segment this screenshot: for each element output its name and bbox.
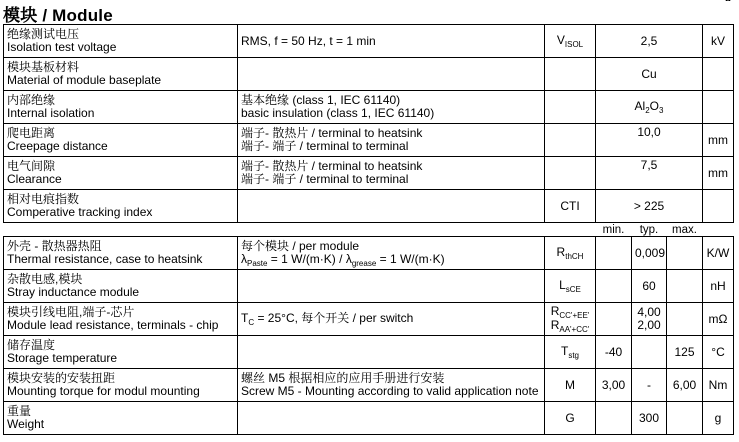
symbol-cell bbox=[545, 25, 596, 58]
param-cn: 相对电痕指数 bbox=[7, 192, 80, 206]
unit-text: mm bbox=[708, 132, 729, 147]
symbol-cell bbox=[545, 336, 596, 369]
condition-cell bbox=[238, 270, 545, 303]
condition-cell bbox=[238, 58, 545, 91]
condition-line2: Screw M5 - Mounting according to valid application note bbox=[241, 384, 539, 398]
symbol-main: R bbox=[556, 245, 566, 259]
unit-text: mΩ bbox=[708, 311, 728, 326]
condition-cell bbox=[238, 402, 545, 435]
table-row bbox=[4, 336, 734, 369]
unit-cell bbox=[703, 157, 734, 190]
condition-line2: basic insulation (class 1, IEC 61140) bbox=[241, 106, 435, 120]
condition-line1: 基本绝缘 (class 1, IEC 61140) bbox=[241, 93, 401, 107]
max-cell bbox=[667, 303, 703, 336]
condition-cell bbox=[238, 124, 545, 157]
value-sub: 3 bbox=[659, 106, 664, 115]
typ-cell bbox=[632, 402, 667, 435]
value-mid: O bbox=[649, 99, 660, 113]
typ-cell bbox=[632, 237, 667, 270]
symbol-main: L bbox=[559, 278, 566, 292]
table-row bbox=[4, 369, 734, 402]
param-en: Module lead resistance, terminals - chip bbox=[7, 318, 219, 332]
condition-cell bbox=[238, 369, 545, 402]
param-cn: 重量 bbox=[7, 404, 32, 418]
table-row bbox=[4, 91, 734, 124]
symbol-cell bbox=[545, 402, 596, 435]
condition-text: RMS, f = 50 Hz, t = 1 min bbox=[241, 33, 376, 48]
param-cell bbox=[4, 237, 238, 270]
table-row bbox=[4, 190, 734, 223]
unit-text: mm bbox=[708, 165, 729, 180]
condition-line2: 端子- 端子 / terminal to terminal bbox=[241, 139, 409, 153]
param-cn: 杂散电感,模块 bbox=[7, 272, 83, 286]
min-cell bbox=[596, 369, 632, 402]
param-en: Creepage distance bbox=[7, 139, 108, 153]
max-cell bbox=[667, 237, 703, 270]
col-header-min: min. bbox=[596, 223, 632, 237]
typ-value: 60 bbox=[642, 278, 656, 293]
table-row bbox=[4, 157, 734, 190]
min-value: -40 bbox=[604, 344, 623, 359]
symbol-line2: $R_{AA'+CC'}$ bbox=[550, 318, 590, 334]
condition-cell bbox=[238, 190, 545, 223]
symbol-cell bbox=[545, 157, 596, 190]
param-cell bbox=[4, 25, 238, 58]
param-cn: 外壳 - 散热器热阻 bbox=[7, 239, 102, 253]
unit-cell bbox=[703, 91, 734, 124]
symbol-cell bbox=[545, 58, 596, 91]
param-en: Clearance bbox=[7, 172, 62, 186]
param-en: Mounting torque for modul mounting bbox=[7, 384, 200, 398]
col-header-max: max. bbox=[667, 223, 703, 237]
condition-text: T bbox=[241, 311, 249, 325]
param-en: Internal isolation bbox=[7, 106, 95, 120]
param-cell bbox=[4, 270, 238, 303]
unit-text: g bbox=[714, 410, 722, 425]
max-cell bbox=[667, 369, 703, 402]
symbol-sub: ISOL bbox=[564, 40, 584, 49]
value-text: > 225 bbox=[633, 198, 665, 213]
min-cell bbox=[596, 303, 632, 336]
typ-value: 300 bbox=[638, 410, 660, 425]
symbol-cell bbox=[545, 190, 596, 223]
condition-cell bbox=[238, 25, 545, 58]
typ-cell bbox=[632, 369, 667, 402]
param-en: Stray inductance module bbox=[7, 285, 140, 299]
value-cell bbox=[596, 157, 703, 190]
unit-text: kV bbox=[711, 33, 726, 48]
param-cell bbox=[4, 369, 238, 402]
param-en: Comperative tracking index bbox=[7, 205, 153, 219]
param-cn: 绝缘测试电压 bbox=[7, 27, 80, 41]
min-cell bbox=[596, 237, 632, 270]
param-en: Weight bbox=[7, 417, 45, 431]
unit-cell bbox=[703, 270, 734, 303]
unit-cell bbox=[703, 303, 734, 336]
condition-line1: 螺丝 M5 根据相应的应用手册进行安装 bbox=[241, 371, 445, 385]
symbol-cell bbox=[545, 369, 596, 402]
min-cell bbox=[596, 270, 632, 303]
unit-cell bbox=[703, 190, 734, 223]
max-value: 125 bbox=[674, 344, 695, 359]
unit-text: nH bbox=[710, 278, 726, 293]
table-row bbox=[4, 25, 734, 58]
value-cell bbox=[596, 91, 703, 124]
param-en: Thermal resistance, case to heatsink bbox=[7, 252, 203, 266]
table-row bbox=[4, 58, 734, 91]
param-cn: 储存温度 bbox=[7, 338, 56, 352]
condition-cell: $T_C = 25^\circ C$, 每个开关 / per switch bbox=[238, 303, 545, 336]
min-cell bbox=[596, 402, 632, 435]
param-cell bbox=[4, 91, 238, 124]
typ-value: - bbox=[647, 377, 651, 392]
unit-text: K/W bbox=[706, 245, 730, 260]
condition-line1: 端子- 散热片 / terminal to heatsink bbox=[241, 159, 423, 173]
value-text: 7,5 bbox=[640, 158, 658, 172]
param-cn: 电气间隙 bbox=[7, 159, 56, 173]
param-cn: 内部绝缘 bbox=[7, 93, 56, 107]
value-text: 2,5 bbox=[640, 33, 658, 48]
symbol-cell bbox=[545, 303, 596, 336]
unit-cell bbox=[703, 58, 734, 91]
symbol-main: V bbox=[556, 33, 565, 47]
unit-cell bbox=[703, 237, 734, 270]
col-header-typ: typ. bbox=[632, 223, 667, 237]
symbol-main: M bbox=[565, 377, 575, 392]
param-cell bbox=[4, 336, 238, 369]
min-typ-max-header bbox=[4, 223, 734, 237]
param-cell bbox=[4, 124, 238, 157]
param-cell bbox=[4, 402, 238, 435]
symbol-cell bbox=[545, 91, 596, 124]
min-value: 3,00 bbox=[601, 377, 626, 392]
symbol-main: G bbox=[565, 410, 575, 425]
param-en: Material of module baseplate bbox=[7, 73, 162, 87]
param-cell bbox=[4, 157, 238, 190]
param-cell bbox=[4, 58, 238, 91]
param-en: Isolation test voltage bbox=[7, 40, 117, 54]
symbol-cell bbox=[545, 237, 596, 270]
symbol-sub: thCH bbox=[565, 252, 584, 261]
unit-text: Nm bbox=[708, 377, 728, 392]
param-cn: 模块引线电阻,端子-芯片 bbox=[7, 305, 135, 319]
max-cell bbox=[667, 336, 703, 369]
table-row bbox=[4, 124, 734, 157]
unit-cell bbox=[703, 336, 734, 369]
unit-cell bbox=[703, 402, 734, 435]
condition-line2: $\lambda_{Paste} = 1$ $W/(m\cdot K) / \lambda_{grease} = 1$ W/(m·K) bbox=[241, 251, 445, 268]
unit-cell bbox=[703, 369, 734, 402]
typ-value: 0,009 bbox=[635, 245, 666, 260]
section-title: 模块 / Module bbox=[3, 6, 113, 25]
max-cell bbox=[667, 270, 703, 303]
symbol-cell bbox=[545, 270, 596, 303]
symbol-main: CTI bbox=[560, 198, 580, 213]
typ-value: 2,00 bbox=[637, 318, 661, 332]
condition-cell bbox=[238, 91, 545, 124]
typ-cell bbox=[632, 303, 667, 336]
symbol-sub: sCE bbox=[565, 285, 581, 294]
value-text: Cu bbox=[641, 66, 657, 81]
symbol-cell bbox=[545, 124, 596, 157]
max-cell bbox=[667, 402, 703, 435]
param-cell bbox=[4, 190, 238, 223]
condition-line1: 端子- 散热片 / terminal to heatsink bbox=[241, 126, 423, 140]
unit-cell bbox=[703, 25, 734, 58]
table-row bbox=[4, 237, 734, 270]
param-cn: 模块基板材料 bbox=[7, 60, 80, 74]
value-main: Al bbox=[634, 99, 646, 113]
value-cell bbox=[596, 124, 703, 157]
param-cell bbox=[4, 303, 238, 336]
module-spec-table bbox=[3, 24, 734, 435]
symbol-sub: stg bbox=[568, 351, 579, 360]
typ-cell bbox=[632, 270, 667, 303]
value-cell bbox=[596, 190, 703, 223]
cropped-header-glyph bbox=[723, 0, 733, 1]
max-value: 6,00 bbox=[672, 377, 697, 392]
unit-text: °C bbox=[711, 344, 725, 359]
param-cn: 爬电距离 bbox=[7, 126, 56, 140]
value-cell bbox=[596, 58, 703, 91]
table-row bbox=[4, 402, 734, 435]
value-sub: 2 bbox=[645, 106, 650, 115]
min-cell bbox=[596, 336, 632, 369]
table-row bbox=[4, 270, 734, 303]
table-row bbox=[4, 303, 734, 336]
condition-cell bbox=[238, 336, 545, 369]
condition-cell bbox=[238, 157, 545, 190]
param-en: Storage temperature bbox=[7, 351, 118, 365]
typ-value: 4,00 bbox=[637, 305, 661, 319]
value-text: 10,0 bbox=[637, 125, 661, 139]
value-cell bbox=[596, 25, 703, 58]
symbol-line1: $R_{CC'+EE'}$ bbox=[550, 304, 590, 320]
symbol-main: T bbox=[560, 344, 569, 358]
condition-line2: 端子- 端子 / terminal to terminal bbox=[241, 172, 409, 186]
unit-cell bbox=[703, 124, 734, 157]
param-cn: 模块安装的安装扭距 bbox=[7, 371, 116, 385]
typ-cell bbox=[632, 336, 667, 369]
condition-cell bbox=[238, 237, 545, 270]
condition-line1: 每个模块 / per module bbox=[241, 238, 360, 253]
